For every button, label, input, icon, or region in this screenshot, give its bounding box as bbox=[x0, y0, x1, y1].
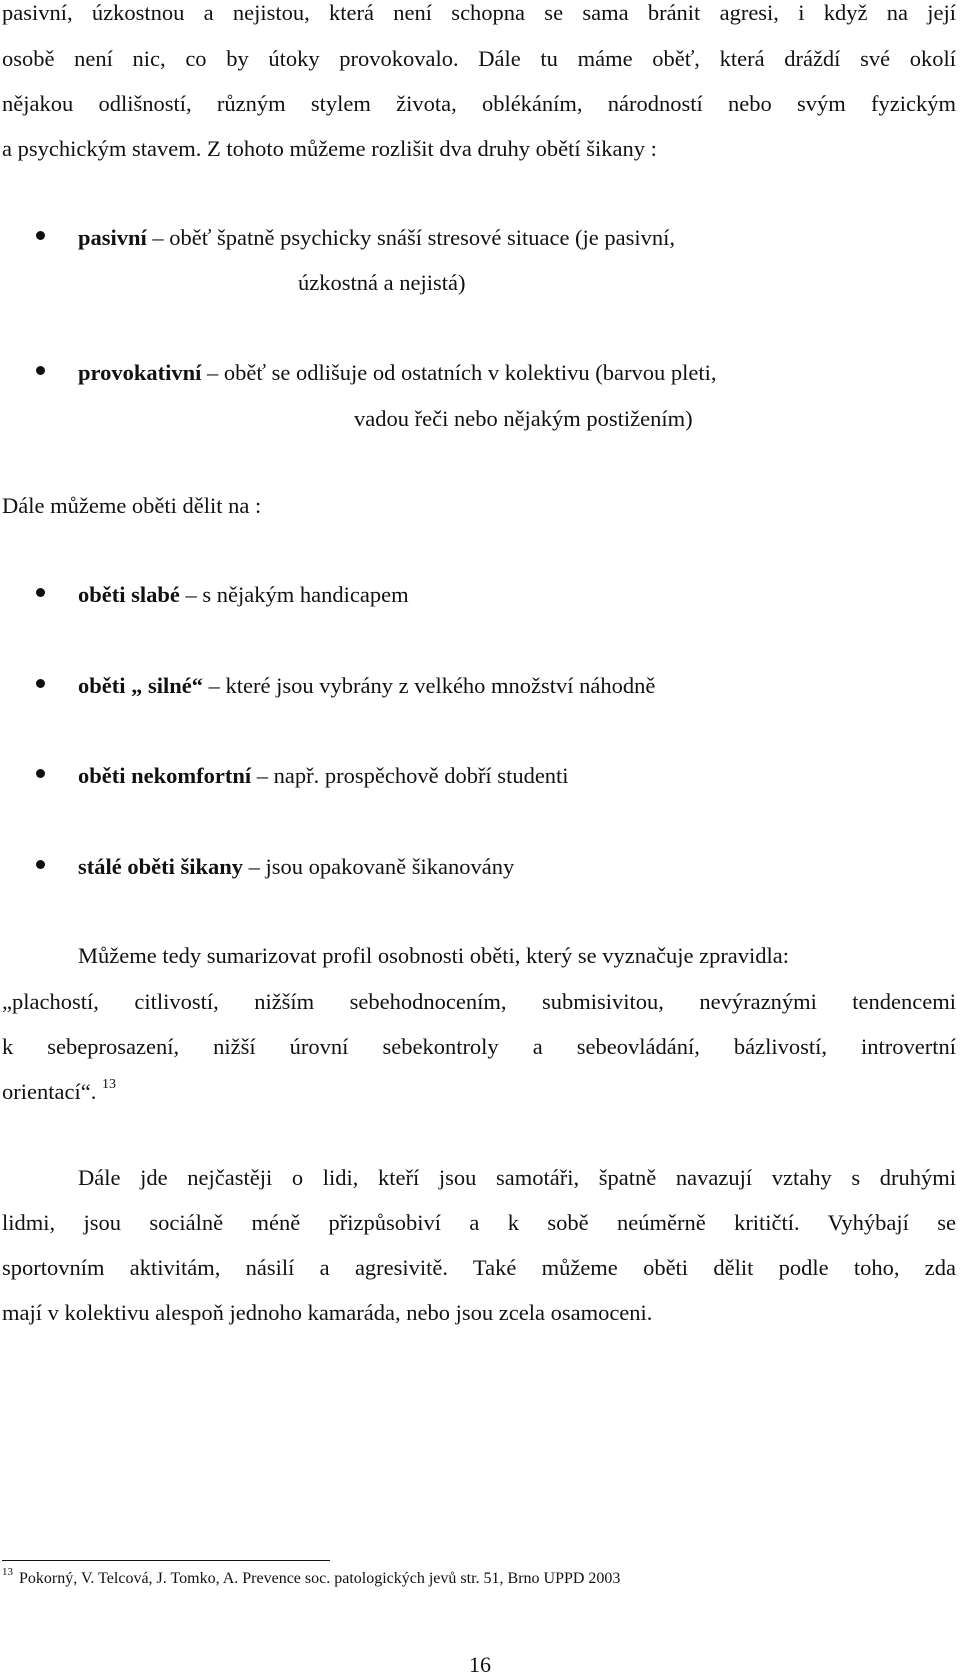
bullet-icon bbox=[36, 231, 45, 240]
intro-line-4: a psychickým stavem. Z tohoto můžeme rozlišit dva druhy obětí šikany : bbox=[2, 136, 657, 161]
category-item-stale bbox=[78, 856, 514, 879]
category-item-nekomfortni bbox=[78, 765, 569, 788]
category-item-slabe bbox=[78, 584, 409, 607]
type-term: provokativní bbox=[78, 360, 202, 385]
category-text: – např. prospěchově dobří studenti bbox=[251, 763, 569, 788]
footnote-number: 13 bbox=[2, 1566, 13, 1578]
page-number: 16 bbox=[469, 1652, 491, 1677]
closing-line-2: lidmi, jsou sociálně méně přizpůsobiví a k sobě neúměrně kritičtí. Vyhýbají se bbox=[2, 1210, 956, 1235]
bullet-icon bbox=[36, 366, 45, 375]
category-term: oběti slabé bbox=[78, 582, 180, 607]
type-term: pasivní bbox=[78, 225, 147, 250]
closing-line-1: Dále jde nejčastěji o lidi, kteří jsou samotáři, špatně navazují vztahy s druhými bbox=[78, 1165, 956, 1190]
bullet-icon bbox=[36, 860, 45, 869]
bullet-icon bbox=[36, 588, 45, 597]
footnote-reference: 13 bbox=[101, 1077, 116, 1092]
footnote-text: Pokorný, V. Telcová, J. Tomko, A. Prevence soc. patologických jevů str. 51, Brno UPPD 2003 bbox=[19, 1570, 621, 1587]
bullet-icon bbox=[36, 679, 45, 688]
type-item-pasivni bbox=[78, 227, 675, 250]
profile-line-1: Můžeme tedy sumarizovat profil osobnosti oběti, který se vyznačuje zpravidla: bbox=[78, 943, 790, 968]
type-item-provokativni bbox=[78, 362, 717, 385]
profile-line-4-text: orientací“. bbox=[2, 1079, 97, 1104]
closing-line-3: sportovním aktivitám, násilí a agresivitě. Také můžeme oběti dělit podle toho, zda bbox=[2, 1255, 956, 1280]
intro-line-3: nějakou odlišností, různým stylem života, oblékáním, národností nebo svým fyzickým bbox=[2, 91, 956, 116]
type-item-pasivni-continuation: úzkostná a nejistá) bbox=[298, 270, 466, 295]
category-term: oběti nekomfortní bbox=[78, 763, 252, 788]
category-text: – jsou opakovaně šikanovány bbox=[243, 854, 515, 879]
closing-line-4: mají v kolektivu alespoň jednoho kamaráda, nebo jsou zcela osamoceni. bbox=[2, 1300, 653, 1325]
divide-heading: Dále můžeme oběti dělit na : bbox=[2, 493, 262, 518]
type-text: – oběť špatně psychicky snáší stresové situace (je pasivní, bbox=[146, 225, 676, 250]
category-text: – které jsou vybrány z velkého množství náhodně bbox=[203, 673, 656, 698]
profile-line-3: k sebeprosazení, nižší úrovní sebekontroly a sebeovládání, bázlivostí, introvertní bbox=[2, 1034, 956, 1059]
footnote-divider bbox=[2, 1560, 330, 1561]
intro-line-1: pasivní, úzkostnou a nejistou, která není schopna se sama bránit agresi, i když na její bbox=[2, 0, 956, 25]
category-text: – s nějakým handicapem bbox=[179, 582, 409, 607]
type-text: – oběť se odlišuje od ostatních v kolektivu (barvou pleti, bbox=[201, 360, 717, 385]
profile-line-4 bbox=[2, 1077, 116, 1104]
category-term: oběti „ silné“ bbox=[78, 673, 204, 698]
intro-line-2: osobě není nic, co by útoky provokovalo. Dále tu máme oběť, která dráždí své okolí bbox=[2, 46, 956, 71]
category-term: stálé oběti šikany bbox=[78, 854, 244, 879]
type-item-provokativni-continuation: vadou řeči nebo nějakým postižením) bbox=[354, 406, 693, 431]
category-item-silne bbox=[78, 675, 655, 698]
footnote bbox=[2, 1566, 621, 1588]
bullet-icon bbox=[36, 769, 45, 778]
profile-line-2: „plachostí, citlivostí, nižším sebehodnocením, submisivitou, nevýraznými tendencemi bbox=[2, 989, 956, 1014]
